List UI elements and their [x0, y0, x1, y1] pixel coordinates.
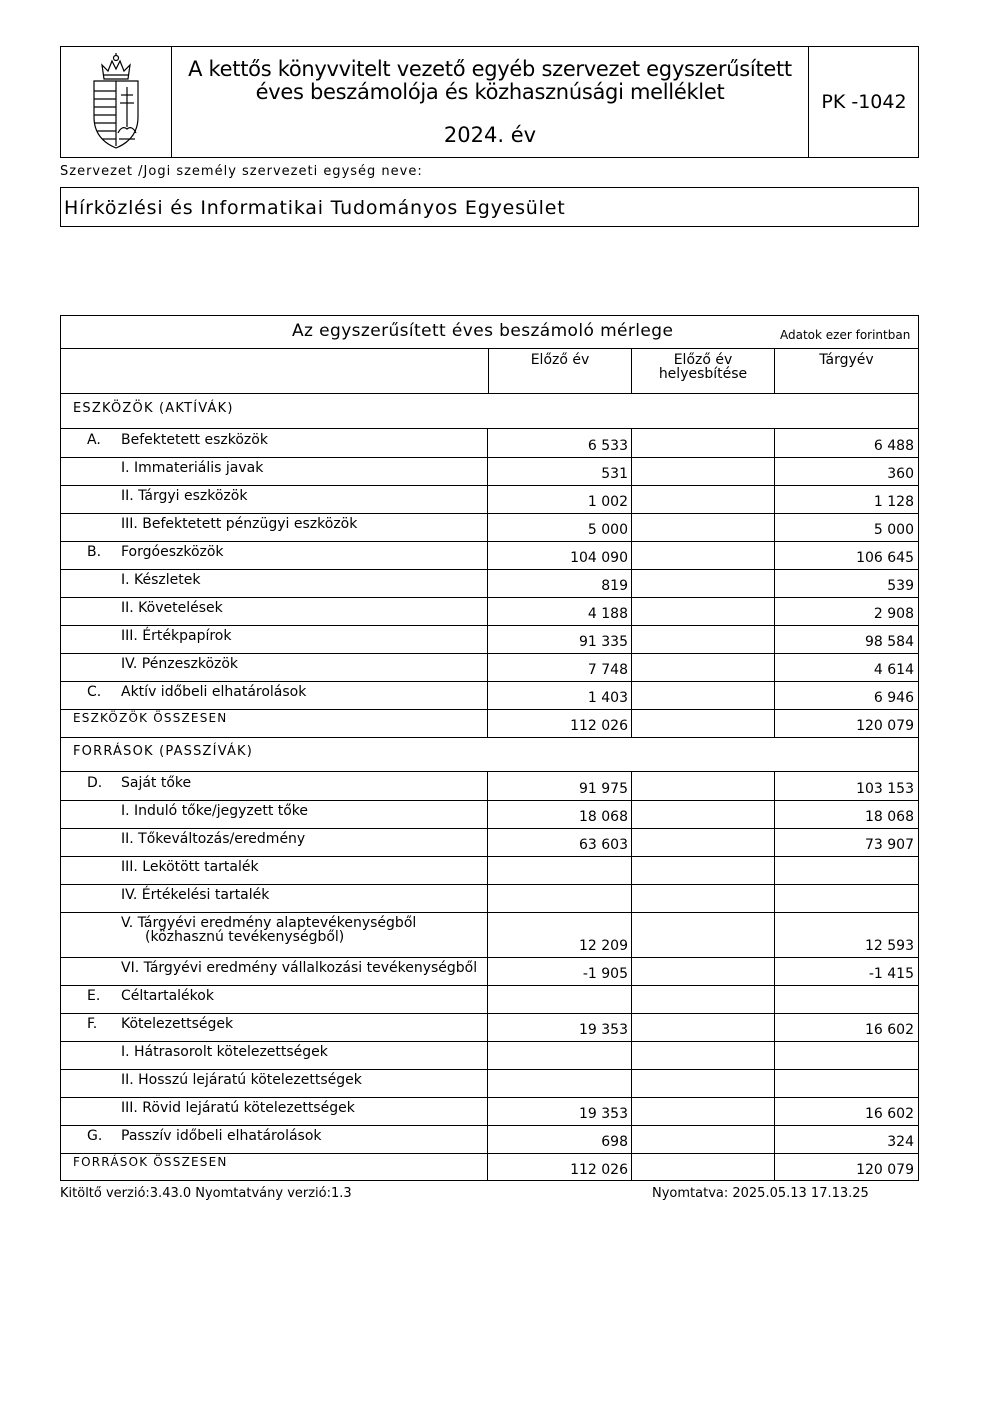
row-label: II. Tárgyi eszközök: [121, 488, 248, 504]
assets-section-header: ESZKÖZÖK (AKTÍVÁK): [73, 401, 234, 416]
row-value-prev-year: 19 353: [579, 1022, 628, 1038]
form-title: [172, 47, 808, 157]
row-label: Passzív időbeli elhatárolások: [121, 1128, 322, 1144]
row-label: V. Tárgyévi eredmény alaptevékenységből: [121, 915, 417, 931]
row-value-current-year: 120 079: [856, 718, 914, 734]
row-value-current-year: 12 593: [865, 938, 914, 954]
row-value-prev-year: 819: [601, 578, 628, 594]
row-code: A.: [87, 432, 101, 448]
row-value-current-year: 103 153: [856, 781, 914, 797]
row-label: IV. Értékelési tartalék: [121, 887, 270, 903]
row-label: IV. Pénzeszközök: [121, 656, 239, 672]
row-value-current-year: 2 908: [873, 606, 914, 622]
report-year: 2024. év: [443, 123, 537, 147]
column-header-current-year: Tárgyév: [819, 352, 874, 368]
row-value-prev-year: 7 748: [587, 662, 628, 678]
row-label: I. Hátrasorolt kötelezettségek: [121, 1044, 328, 1060]
row-value-current-year: 16 602: [865, 1106, 914, 1122]
row-label: III. Értékpapírok: [121, 628, 232, 644]
form-code: PK -1042: [808, 47, 919, 157]
row-value-current-year: 4 614: [873, 662, 914, 678]
row-value-prev-year: 104 090: [570, 550, 628, 566]
row-value-current-year: -1 415: [868, 966, 914, 982]
row-value-current-year: 16 602: [865, 1022, 914, 1038]
row-code: C.: [87, 684, 102, 700]
row-label: II. Hosszú lejáratú kötelezettségek: [121, 1072, 362, 1088]
row-value-prev-year: 12 209: [579, 938, 628, 954]
row-value-prev-year: 531: [601, 466, 628, 482]
row-code: E.: [87, 988, 101, 1004]
row-value-prev-year: 19 353: [579, 1106, 628, 1122]
organization-name: Hírközlési és Informatikai Tudományos Egyesület: [64, 197, 566, 219]
row-value-current-year: 1 128: [873, 494, 914, 510]
row-label: Forgóeszközök: [121, 544, 224, 560]
row-label: I. Készletek: [121, 572, 201, 588]
row-value-current-year: 98 584: [865, 634, 914, 650]
column-header-prev-year: Előző év: [530, 352, 590, 368]
row-label: FORRÁSOK ÖSSZESEN: [73, 1155, 228, 1169]
row-label: ESZKÖZÖK ÖSSZESEN: [73, 711, 228, 725]
row-value-prev-year: 63 603: [579, 837, 628, 853]
organization-name-field: [60, 187, 919, 227]
row-label: Aktív időbeli elhatárolások: [121, 684, 307, 700]
row-value-current-year: 360: [887, 466, 914, 482]
row-code: G.: [87, 1128, 103, 1144]
row-label: II. Tőkeváltozás/eredmény: [121, 831, 306, 847]
row-code: F.: [87, 1016, 98, 1032]
row-value-prev-year: 5 000: [587, 522, 628, 538]
column-header-correction-line2: helyesbítése: [658, 366, 748, 382]
row-label: III. Befektetett pénzügyi eszközök: [121, 516, 358, 532]
row-value-prev-year: 698: [601, 1134, 628, 1150]
row-label: Befektetett eszközök: [121, 432, 268, 448]
row-value-current-year: 6 488: [873, 438, 914, 454]
row-value-prev-year: 91 335: [579, 634, 628, 650]
row-code: D.: [87, 775, 103, 791]
unit-note: Adatok ezer forintban: [780, 328, 911, 342]
row-code: B.: [87, 544, 102, 560]
row-label: III. Rövid lejáratú kötelezettségek: [121, 1100, 355, 1116]
row-value-prev-year: 112 026: [570, 718, 628, 734]
row-label: I. Induló tőke/jegyzett tőke: [121, 803, 309, 819]
row-label: Saját tőke: [121, 775, 192, 791]
liabilities-section-header: FORRÁSOK (PASSZÍVÁK): [73, 744, 254, 759]
row-label: Kötelezettségek: [121, 1016, 234, 1032]
row-value-prev-year: -1 905: [582, 966, 628, 982]
row-value-current-year: 324: [887, 1134, 914, 1150]
title-line-2: éves beszámolója és közhasznúsági melléklet: [255, 80, 725, 104]
row-value-current-year: 120 079: [856, 1162, 914, 1178]
row-value-prev-year: 18 068: [579, 809, 628, 825]
row-label: I. Immateriális javak: [121, 460, 264, 476]
organization-label: Szervezet /Jogi személy szervezeti egység neve:: [60, 164, 423, 179]
row-label: II. Követelések: [121, 600, 223, 616]
form-header: [60, 46, 919, 158]
row-value-prev-year: 6 533: [587, 438, 628, 454]
row-value-prev-year: 112 026: [570, 1162, 628, 1178]
print-timestamp: Nyomtatva: 2025.05.13 17.13.25: [652, 1186, 869, 1201]
software-version: Kitöltő verzió:3.43.0 Nyomtatvány verzió:1.3: [60, 1186, 352, 1201]
row-value-prev-year: 91 975: [579, 781, 628, 797]
row-label: VI. Tárgyévi eredmény vállalkozási tevékenységből: [121, 960, 478, 976]
row-label-continued: (közhasznú tevékenységből): [145, 929, 345, 945]
balance-title: Az egyszerűsített éves beszámoló mérlege: [292, 321, 674, 341]
row-value-prev-year: 4 188: [587, 606, 628, 622]
hungarian-coat-of-arms-icon: [86, 53, 146, 151]
row-label: III. Lekötött tartalék: [121, 859, 259, 875]
logo-cell: [61, 47, 172, 157]
row-value-current-year: 539: [887, 578, 914, 594]
row-value-current-year: 106 645: [856, 550, 914, 566]
row-value-prev-year: 1 002: [587, 494, 628, 510]
balance-sheet-table: [60, 315, 919, 1181]
row-value-current-year: 73 907: [865, 837, 914, 853]
row-value-current-year: 5 000: [873, 522, 914, 538]
row-value-current-year: 6 946: [873, 690, 914, 706]
row-value-prev-year: 1 403: [587, 690, 628, 706]
row-value-current-year: 18 068: [865, 809, 914, 825]
column-header-correction-line1: Előző év: [673, 352, 733, 368]
row-label: Céltartalékok: [121, 988, 214, 1004]
title-line-1: A kettős könyvvitelt vezető egyéb szervezet egyszerűsített: [188, 57, 792, 81]
